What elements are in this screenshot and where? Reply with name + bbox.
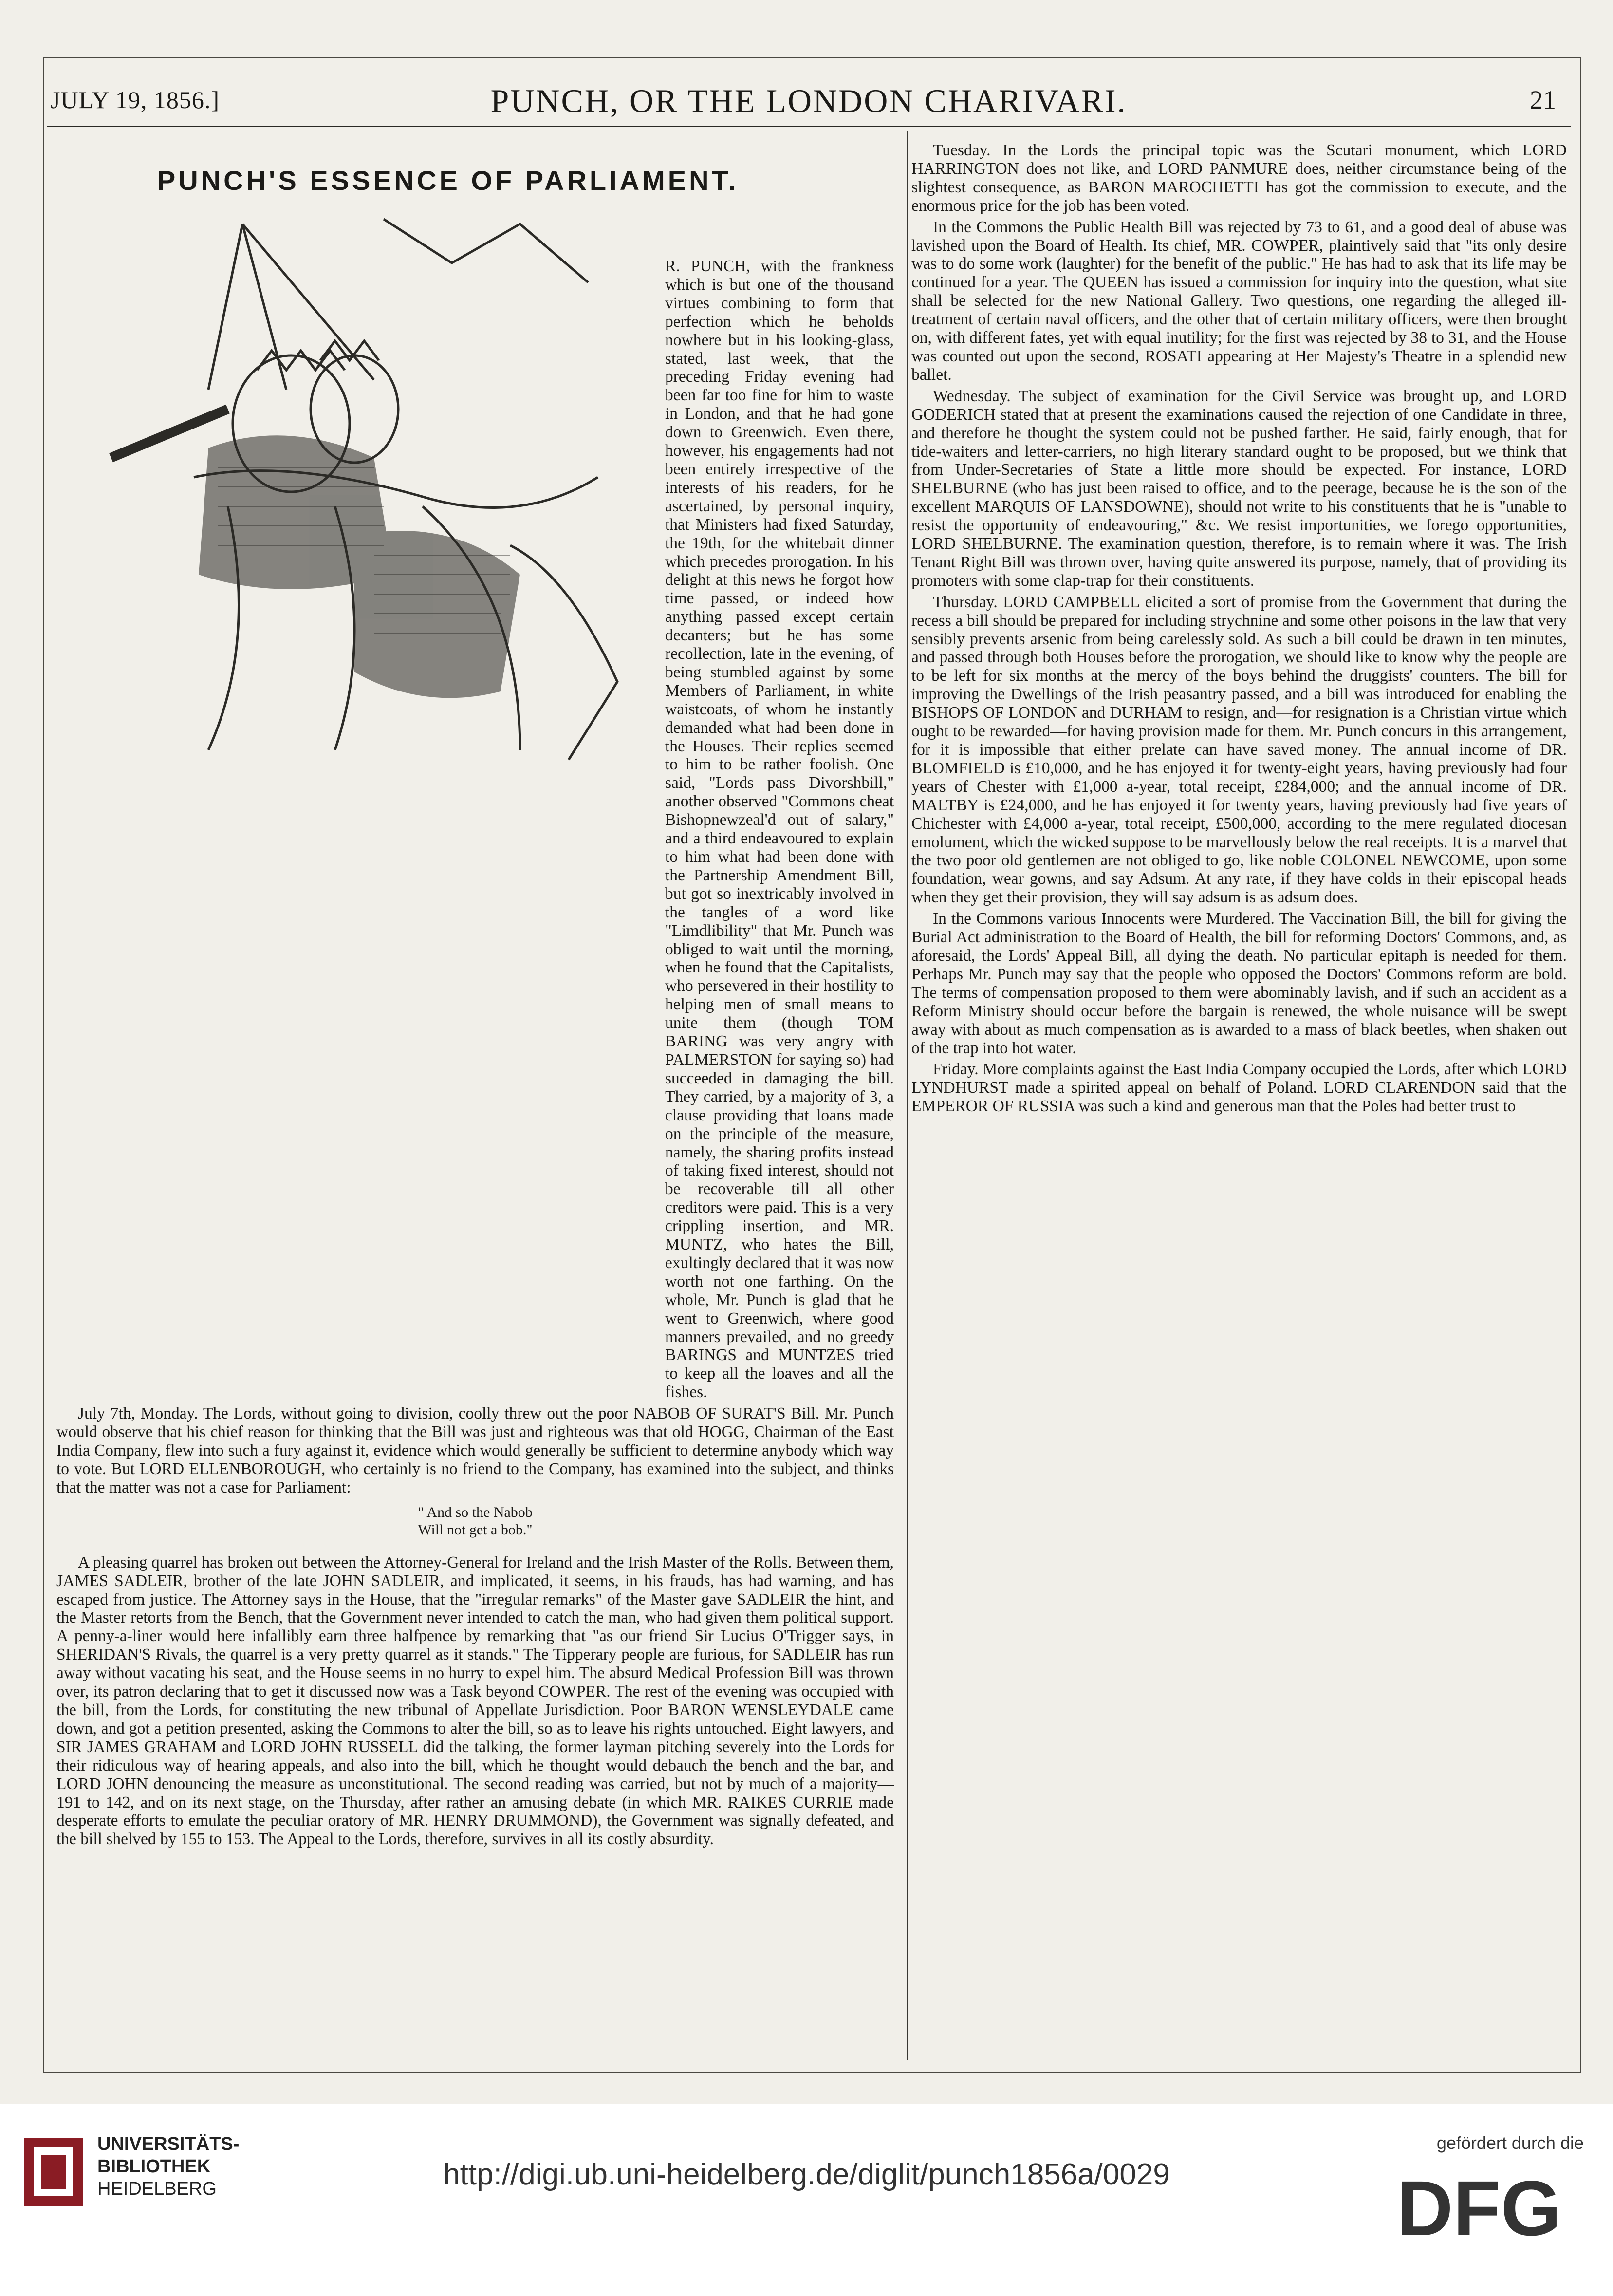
dfg-logo-icon	[1374, 2167, 1584, 2245]
paragraph-attorney-quarrel: A pleasing quarrel has broken out between the Attorney-General for Ireland and the Irish Master of the Rolls. Between them, JAMES SADLEIR, brother of the late JOHN SADLEIR, and implicated, it seems, in his frauds, has had warning, and has escaped from justice. The Attorney says in the House, that the "irregular remarks" of the Master gave SADLEIR the hint, and the Master retorts from the Bench, that the Government never intended to catch the man, who had given them political support. A penny-a-liner would here infallibly earn three halfpence by remarking that "as our friend Sir Lucius O'Trigger says, in SHERIDAN'S Rivals, the quarrel is a very pretty quarrel as it stands." The Tipperary people are furious, for SADLEIR has run away without vacating his seat, and the House seems in no hurry to expel him. The absurd Medical Profession Bill was thrown over, its patron declaring that to get it discussed now was a Task beyond COWPER. The rest of the evening was occupied with the bill, from the Lords, for constituting the new tribunal of Appellate Jurisdiction. Poor BARON WENSLEYDALE came down, and got a petition presented, asking the Commons to alter the bill, so as to leave his rights untouched. Eight lawyers, and SIR JAMES GRAHAM and LORD JOHN RUSSELL did the talking, the former layman pitching severely into the Lords for their ridiculous way of hearing appeals, and also into the bill, which he thought would debauch the bench and the bar, and LORD JOHN denouncing the measure as unconstitutional. The second reading was carried, but not by much of a majority—191 to 142, and on its next stage, on the Thursday, after rather an amusing debate (in which MR. RAIKES CURRIE made desperate efforts to emulate the peculiar oratory of MR. HENRY DRUMMOND), the Government was signally defeated, and the bill shelved by 155 to 153. The Appeal to the Lords, therefore, survives in all its costly absurdity.	[56, 1553, 894, 1848]
funded-by-label: gefördert durch die	[1436, 2133, 1584, 2153]
paragraph-tuesday: Tuesday. In the Lords the principal topic was the Scutari monument, which LORD HARRINGTON does not like, and LORD PANMURE does, neither circumstance being of the slightest consequence, as BARON MAROCHETTI has got the commission to execute, and the enormous price for the job has been voted.	[911, 141, 1567, 215]
issue-date: JULY 19, 1856.]	[51, 86, 220, 113]
paragraph-monday: July 7th, Monday. The Lords, without going to division, coolly threw out the poor NABOB OF SURAT'S Bill. Mr. Punch would observe that his chief reason for thinking that the Bill was just and righteous was that old HOGG, Chairman of the East India Company, flew into such a fury against it, evidence which would generally be sufficient to determine anybody which way to vote. But LORD ELLENBOROUGH, who certainly is no friend to the Company, has examined into the subject, and thinks that the matter was not a case for Parliament:	[56, 1404, 894, 1496]
paragraph-wednesday: Wednesday. The subject of examination for the Civil Service was brought up, and LORD GODERICH stated that at present the examinations caused the rejection of one Candidate in three, and therefore he thought the system could not be pushed farther. He said, fairly enough, that for tide-waiters and letter-carriers, no high literary standard ought to be proposed, but we think that from Under-Secretaries of State a little more should be expected. For instance, LORD SHELBURNE (who has just been raised to office, and to the peerage, because he is the son of the excellent MARQUIS OF LANSDOWNE), should not write to his constituents that he is "unable to resist the opportunity of endeavouring," &c. We resist importunities, we forego opportunities, LORD SHELBURNE. The examination question, therefore, is to remain where it was. The Irish Tenant Right Bill was thrown over, having quite answered its purpose, namely, that of providing its promoters with some clap-trap for their constituents.	[911, 387, 1567, 590]
periodical-title: PUNCH, OR THE LONDON CHARIVARI.	[490, 82, 1127, 119]
permalink-url[interactable]: http://digi.ub.uni-heidelberg.de/diglit/punch1856a/0029	[443, 2158, 1170, 2191]
page-number: 21	[1530, 85, 1556, 114]
paragraph-friday: Friday. More complaints against the East India Company occupied the Lords, after which LORD LYNDHURST made a spirited appeal on behalf of Poland. LORD CLARENDON said that the EMPEROR OF RUSSIA was such a kind and generous man that the Poles had better trust to	[911, 1060, 1567, 1116]
left-column	[56, 257, 894, 1851]
opening-paragraph-wrap	[662, 205, 894, 207]
quote-line-1: " And so the Nabob	[418, 1504, 533, 1520]
header-rule	[47, 126, 1571, 127]
dfg-logo-text: DFG	[1397, 2167, 1561, 2245]
running-head	[47, 82, 1571, 121]
article-heading: PUNCH'S ESSENCE OF PARLIAMENT.	[157, 165, 739, 196]
library-name-line-3: HEIDELBERG	[97, 2179, 217, 2199]
library-name-line-1: UNIVERSITÄTS-	[97, 2134, 240, 2154]
quote-line-2: Will not get a bob."	[418, 1521, 533, 1538]
column-divider	[907, 131, 908, 2060]
paragraph-innocents: In the Commons various Innocents were Murdered. The Vaccination Bill, the bill for giving the Burial Act administration to the Board of Health, the bill for reforming Doctors' Commons, and, as aforesaid, the Lords' Appeal Bill, all dying the death. No particular epitaph is needed for them. Perhaps Mr. Punch may say that the people who opposed the Doctors' Commons reform are bold. The terms of compensation proposed to them were abominably lavish, and if such an accident as a Reform Ministry should occur before the bargain is renewed, the whole nuisance will be swept away with about as much compensation as is awarded to a mass of black beetles, when shaken out of the trap into hot water.	[911, 910, 1567, 1057]
library-name-line-2: BIBLIOTHEK	[97, 2156, 211, 2177]
digitization-footer	[0, 2104, 1613, 2296]
paragraph-opening: R. PUNCH, with the frankness which is but one of the thousand virtues combining to form that perfection which he beholds nowhere but in his looking-glass, stated, last week, that the preceding Friday evening had been far too fine for him to waste in London, and that he had gone down to Greenwich. Even there, however, his engagements had not been entirely irrespective of the interests of his readers, for he ascertained, by personal inquiry, that Ministers had fixed Saturday, the 19th, for the whitebait dinner which precedes prorogation. In his delight at this news he forgot how time passed, or indeed how anything passed except certain decanters; but he has some recollection, late in the evening, of being stumbled against by some Members of Parliament, in white waistcoats, of whom he instantly demanded what had been done in the Houses. Their replies seemed to him to be rather foolish. One said, "Lords pass Divorshbill," another observed "Commons cheat Bishopnewzeal'd out of salary," and a third endeavoured to explain to him what had been done with the Partnership Amendment Bill, but got so inextricably involved in the tangles of a word like "Limdlibility" that Mr. Punch was obliged to wait until the morning, when he found that the Capitalists, who persevered in their hostility to helping men of small means to unite them (though TOM BARING was very angry with PALMERSTON for saying so) had succeeded in damaging the bill. They carried, by a majority of 3, a clause providing that loans made on the principle of the measure, namely, the sharing profits instead of taking fixed interest, should not be recoverable till all other creditors were paid. This is a very crippling insertion, and MR. MUNTZ, who hates the Bill, exultingly declared that it was now worth not one farthing. On the whole, Mr. Punch is glad that he went to Greenwich, where good manners prevailed, and no greedy BARINGS and MUNTZES tried to keep all the loaves and all the fishes.	[665, 257, 894, 1401]
paragraph-thursday: Thursday. LORD CAMPBELL elicited a sort of promise from the Government that during the recess a bill should be prepared for including strychnine and some other poisons in the law that very sensibly prevents arsenic from being carelessly sold. As such a bill could be drawn in ten minutes, and passed through both Houses before the prorogation, we should like to know why the people are to be left for six months at the mercy of the boys behind the druggists' counters. The bill for improving the Dwellings of the Irish peasantry passed, and a bill was introduced for enabling the BISHOPS OF LONDON and DURHAM to resign, and—for resignation is a Christian virtue which ought to be rewarded—for having provision made for them. Mr. Punch concurs in this arrangement, for it is impossible that either prelate can have saved money. The annual income of DR. BLOMFIELD is £10,000, and he has enjoyed it for twenty-eight years, having previously had four years of Chester with £1,000 a-year, total receipt, £284,000; and the annual income of DR. MALTBY is £24,000, and he has enjoyed it for twenty years, having previously had five years of Chichester with £4,000 a-year, total receipt, £500,000, according to the mere regulated diocesan emolument, which the wicked suppose to be marvellously below the real receipts. It is a marvel that the two poor old gentlemen are not obliged to go, like noble COLONEL NEWCOME, upon some foundation, wear gowns, and say Adsum. At any rate, if they have colds in their episcopal heads when they get their provision, they will say adsum is as adsum does.	[911, 593, 1567, 907]
right-column	[911, 141, 1567, 1119]
nabob-quote	[56, 1504, 894, 1539]
paragraph-commons-health: In the Commons the Public Health Bill was rejected by 73 to 61, and a good deal of abuse was lavished upon the Board of Health. Its chief, MR. COWPER, plaintively said that "its only desire was to do some work (laughter) for the benefit of the public." He has had to ask that its life may be continued for a year. The QUEEN has issued a commission for inquiry into the question, what site shall be selected for the new National Gallery. Two questions, one regarding the alleged ill-treatment of certain naval officers, and the other that of certain military officers, were then brought on, with different fates, yet with equal inutility; for the first was rejected by 38 to 31, and the House was counted out upon the second, ROSATI appearing at Her Majesty's Theatre in a splendid new ballet.	[911, 218, 1567, 384]
